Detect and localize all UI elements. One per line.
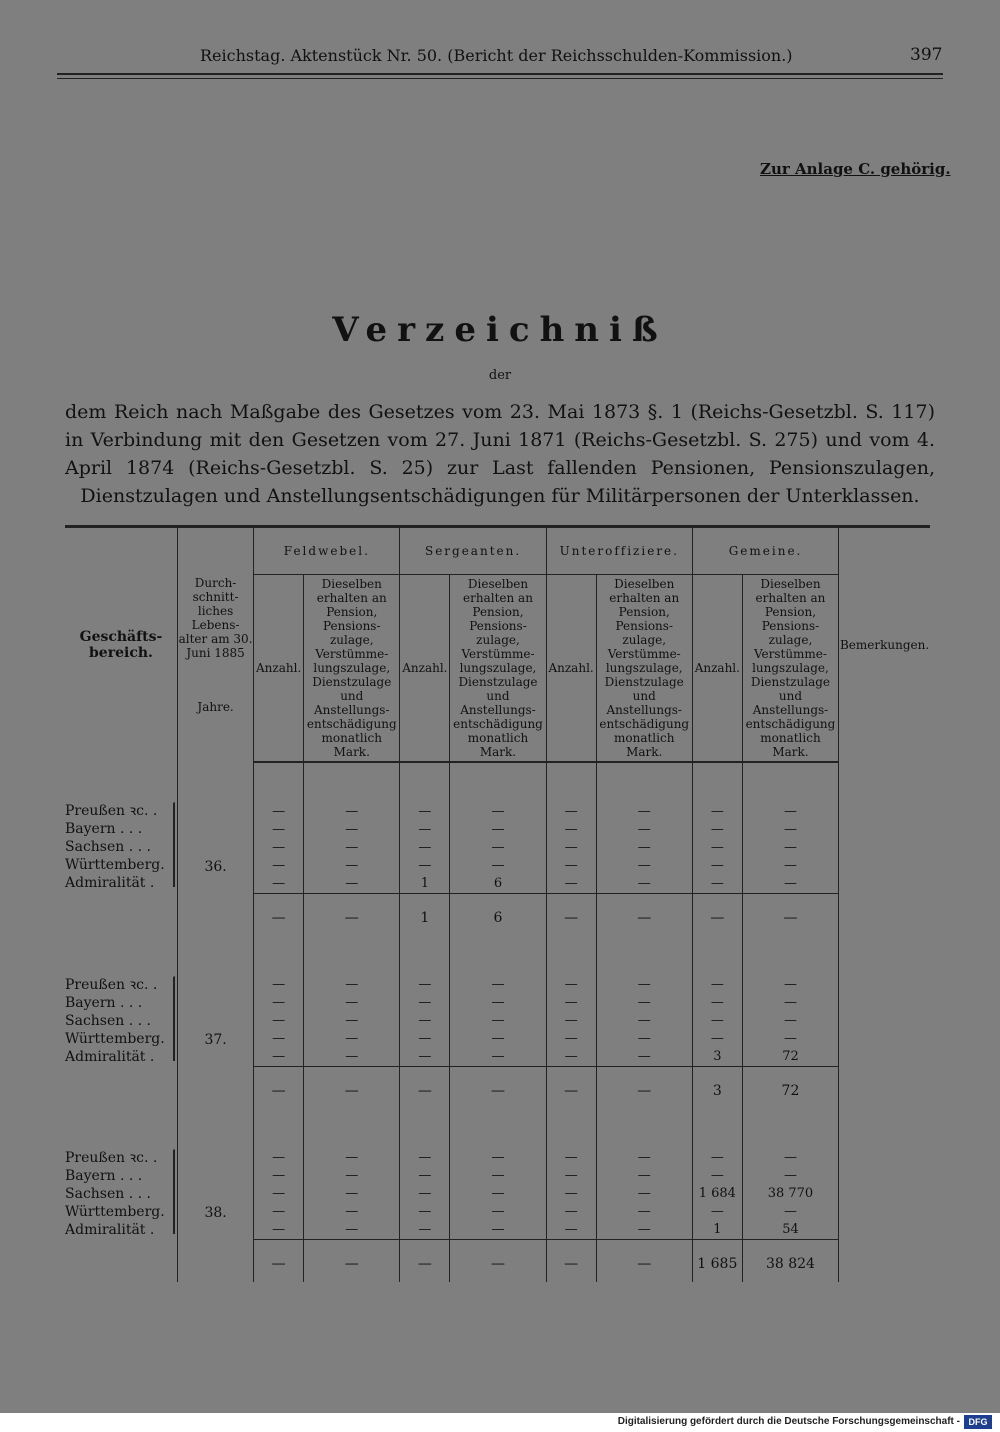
remarks-cell bbox=[839, 936, 930, 1067]
value-cell bbox=[304, 1109, 400, 1240]
cell-value: — bbox=[710, 858, 724, 873]
header-rule bbox=[57, 73, 943, 75]
cell-value: — bbox=[418, 840, 432, 855]
cell-value: — bbox=[637, 840, 651, 855]
cell-value: 54 bbox=[782, 1222, 799, 1237]
value-cell bbox=[254, 762, 304, 894]
header-group-feldwebel: Feldwebel. bbox=[254, 527, 400, 575]
cell-value: — bbox=[418, 995, 432, 1010]
cell-value: — bbox=[564, 1150, 578, 1165]
cell-value: — bbox=[783, 995, 797, 1010]
value-cell bbox=[546, 1109, 596, 1240]
cell-value: — bbox=[637, 1049, 651, 1064]
state-name: Preußen ꝛc. . bbox=[65, 977, 158, 993]
cell-value: — bbox=[345, 840, 359, 855]
sum-value: — bbox=[596, 894, 692, 937]
sum-value: — bbox=[254, 1240, 304, 1283]
cell-value: — bbox=[710, 995, 724, 1010]
sum-remarks bbox=[839, 894, 930, 937]
cell-value: — bbox=[710, 804, 724, 819]
state-name: Preußen ꝛc. . bbox=[65, 803, 158, 819]
cell-value: — bbox=[637, 804, 651, 819]
header-count: Anzahl. bbox=[692, 575, 742, 763]
cell-value: — bbox=[272, 858, 286, 873]
cell-value: — bbox=[345, 858, 359, 873]
header-group-sergeanten: Sergeanten. bbox=[400, 527, 546, 575]
cell-value: — bbox=[637, 1168, 651, 1183]
header-age bbox=[177, 527, 253, 763]
cell-value: — bbox=[564, 1013, 578, 1028]
intro-paragraph: dem Reich nach Maßgabe des Gesetzes vom 23. Mai 1873 §. 1 (Reichs-Gesetzbl. S. 117) in Verbindung mit den Gesetzen vom 27. Juni 1871 (Reichs-Gesetzbl. S. 275) und vom 4. April 1874 (Reichs-Gesetzbl. S. 25) zur Last fallenden Pensionen, Pensionszulagen, Dienstzulagen und Anstellungsentschädigungen für Militärpersonen der Unterklassen. bbox=[65, 401, 935, 507]
cell-value: — bbox=[710, 1168, 724, 1183]
header-desc-text: Dieselben erhalten an Pension, Pensions-zulage, Verstümme-lungszulage, Dienstzulage und Anstellungs-entschädigung monatlich bbox=[745, 577, 836, 745]
value-cell bbox=[692, 936, 742, 1067]
value-cell bbox=[546, 762, 596, 894]
dfg-logo: DFG bbox=[964, 1415, 992, 1429]
cell-value: — bbox=[345, 1186, 359, 1201]
header-count: Anzahl. bbox=[254, 575, 304, 763]
cell-value: — bbox=[637, 1013, 651, 1028]
value-cell bbox=[450, 1109, 546, 1240]
state-name: Württemberg. bbox=[65, 1031, 165, 1047]
cell-value: — bbox=[783, 977, 797, 992]
age-value: 37. bbox=[204, 1032, 227, 1049]
cell-value: — bbox=[564, 1168, 578, 1183]
cell-value: — bbox=[418, 858, 432, 873]
cell-value: — bbox=[345, 1222, 359, 1237]
value-cell bbox=[254, 1109, 304, 1240]
sum-value: — bbox=[596, 1240, 692, 1283]
cell-value: — bbox=[345, 995, 359, 1010]
value-cell bbox=[450, 936, 546, 1067]
cell-value: — bbox=[272, 1013, 286, 1028]
cell-value: — bbox=[710, 876, 724, 891]
cell-value: — bbox=[345, 822, 359, 837]
cell-value: — bbox=[491, 1168, 505, 1183]
cell-value: — bbox=[783, 804, 797, 819]
cell-value: — bbox=[637, 995, 651, 1010]
cell-value: — bbox=[491, 1031, 505, 1046]
remarks-cell bbox=[839, 1109, 930, 1240]
sum-empty bbox=[177, 894, 253, 937]
value-cell bbox=[742, 1109, 838, 1240]
value-cell bbox=[400, 936, 450, 1067]
cell-value: 1 bbox=[713, 1222, 722, 1237]
header-remarks: Bemerkungen. bbox=[839, 527, 930, 763]
cell-value: — bbox=[418, 1031, 432, 1046]
sum-value: — bbox=[400, 1067, 450, 1110]
sum-value: — bbox=[546, 894, 596, 937]
sum-value: — bbox=[304, 1067, 400, 1110]
cell-value: — bbox=[418, 804, 432, 819]
cell-value: — bbox=[345, 876, 359, 891]
annex-note: Zur Anlage C. gehörig. bbox=[760, 160, 951, 178]
cell-value: — bbox=[783, 840, 797, 855]
header-desc-unit: Mark. bbox=[333, 745, 370, 759]
cell-value: — bbox=[418, 822, 432, 837]
sum-value: — bbox=[304, 1240, 400, 1283]
sum-empty bbox=[65, 1067, 177, 1110]
header-count: Anzahl. bbox=[546, 575, 596, 763]
sum-row bbox=[65, 1240, 930, 1283]
cell-value: — bbox=[272, 1049, 286, 1064]
cell-value: — bbox=[345, 977, 359, 992]
state-name: Württemberg. bbox=[65, 857, 165, 873]
cell-value: — bbox=[783, 1150, 797, 1165]
cell-value: — bbox=[637, 977, 651, 992]
cell-value: — bbox=[637, 1186, 651, 1201]
cell-value: — bbox=[783, 822, 797, 837]
cell-value: — bbox=[491, 822, 505, 837]
header-desc-unit: Mark. bbox=[479, 745, 517, 759]
value-cell bbox=[546, 936, 596, 1067]
cell-value: — bbox=[418, 977, 432, 992]
value-cell bbox=[742, 762, 838, 894]
cell-value: — bbox=[564, 876, 578, 891]
cell-value: — bbox=[710, 1013, 724, 1028]
cell-value: — bbox=[272, 1204, 286, 1219]
cell-value: — bbox=[564, 995, 578, 1010]
value-cell bbox=[400, 762, 450, 894]
sum-value: 72 bbox=[742, 1067, 838, 1110]
header-age-label: Durch-schnitt-liches Lebens-alter am 30. Juni 1885 bbox=[178, 576, 253, 660]
sum-value: 3 bbox=[692, 1067, 742, 1110]
cell-value: — bbox=[564, 1049, 578, 1064]
sum-empty bbox=[65, 1240, 177, 1283]
cell-value: — bbox=[637, 876, 651, 891]
cell-value: — bbox=[491, 995, 505, 1010]
cell-value: — bbox=[491, 1204, 505, 1219]
header-desc-unit: Mark. bbox=[772, 745, 809, 759]
cell-value: — bbox=[345, 1031, 359, 1046]
sum-empty bbox=[65, 894, 177, 937]
value-cell bbox=[304, 762, 400, 894]
sum-value: — bbox=[546, 1067, 596, 1110]
cell-value: 72 bbox=[782, 1049, 799, 1064]
header-desc bbox=[596, 575, 692, 763]
cell-value: — bbox=[564, 1186, 578, 1201]
page-number: 397 bbox=[910, 45, 943, 65]
value-cell bbox=[596, 936, 692, 1067]
value-cell bbox=[400, 1109, 450, 1240]
cell-value: — bbox=[272, 977, 286, 992]
state-name: Bayern . . . bbox=[65, 995, 143, 1011]
cell-value: — bbox=[418, 1204, 432, 1219]
cell-value: — bbox=[272, 1186, 286, 1201]
cell-value: — bbox=[783, 876, 797, 891]
cell-value: — bbox=[418, 1168, 432, 1183]
cell-value: — bbox=[564, 858, 578, 873]
cell-value: — bbox=[491, 1049, 505, 1064]
value-cell bbox=[692, 1109, 742, 1240]
cell-value: — bbox=[272, 876, 286, 891]
cell-value: — bbox=[345, 1049, 359, 1064]
bracket bbox=[167, 1149, 175, 1234]
cell-value: — bbox=[783, 1013, 797, 1028]
cell-value: — bbox=[491, 977, 505, 992]
cell-value: — bbox=[637, 1031, 651, 1046]
state-name: Preußen ꝛc. . bbox=[65, 1150, 158, 1166]
pension-table bbox=[65, 525, 930, 1282]
cell-value: — bbox=[272, 995, 286, 1010]
cell-value: — bbox=[491, 1013, 505, 1028]
value-cell bbox=[742, 936, 838, 1067]
state-name: Württemberg. bbox=[65, 1204, 165, 1220]
value-cell bbox=[304, 936, 400, 1067]
cell-value: — bbox=[637, 1204, 651, 1219]
cell-value: — bbox=[710, 977, 724, 992]
value-cell bbox=[596, 762, 692, 894]
sum-value: 1 bbox=[400, 894, 450, 937]
state-name: Admiralität . bbox=[65, 1222, 155, 1238]
value-cell bbox=[254, 936, 304, 1067]
cell-value: — bbox=[783, 1168, 797, 1183]
cell-value: — bbox=[272, 1222, 286, 1237]
state-name: Sachsen . . . bbox=[65, 1186, 151, 1202]
cell-value: — bbox=[637, 858, 651, 873]
cell-value: — bbox=[637, 1222, 651, 1237]
cell-value: — bbox=[491, 804, 505, 819]
sum-value: — bbox=[596, 1067, 692, 1110]
document-title: Verzeichniß bbox=[332, 310, 668, 350]
sum-value: — bbox=[450, 1067, 546, 1110]
sum-value: — bbox=[692, 894, 742, 937]
state-name: Bayern . . . bbox=[65, 821, 143, 837]
sum-value: — bbox=[742, 894, 838, 937]
table-body bbox=[65, 762, 930, 1282]
sum-value: — bbox=[254, 1067, 304, 1110]
age-cell bbox=[177, 936, 253, 1067]
cell-value: — bbox=[564, 1031, 578, 1046]
sum-row bbox=[65, 1067, 930, 1110]
title-connector: der bbox=[488, 368, 512, 383]
age-value: 38. bbox=[204, 1205, 227, 1222]
footer bbox=[0, 1413, 1000, 1432]
cell-value: 1 684 bbox=[698, 1186, 736, 1201]
cell-value: — bbox=[710, 1150, 724, 1165]
table-row-group bbox=[65, 1109, 930, 1240]
header-desc-unit: Mark. bbox=[626, 745, 663, 759]
header-desc bbox=[304, 575, 400, 763]
states-cell bbox=[65, 762, 177, 894]
cell-value: — bbox=[418, 1049, 432, 1064]
header-count: Anzahl. bbox=[400, 575, 450, 763]
header-desc-text: Dieselben erhalten an Pension, Pensions-zulage, Verstümme-lungszulage, Dienstzulage und Anstellungs-entschädigung monatlich bbox=[306, 577, 397, 745]
cell-value: — bbox=[783, 1031, 797, 1046]
cell-value: — bbox=[710, 840, 724, 855]
sum-value: — bbox=[400, 1240, 450, 1283]
cell-value: 38 770 bbox=[767, 1186, 814, 1201]
cell-value: — bbox=[564, 804, 578, 819]
sum-value: 1 685 bbox=[692, 1240, 742, 1283]
age-cell bbox=[177, 1109, 253, 1240]
state-name: Sachsen . . . bbox=[65, 1013, 151, 1029]
running-title: Reichstag. Aktenstück Nr. 50. (Bericht der Reichsschulden-Kommission.) bbox=[200, 46, 793, 65]
state-name: Sachsen . . . bbox=[65, 839, 151, 855]
header-desc-text: Dieselben erhalten an Pension, Pensions-zulage, Verstümme-lungszulage, Dienstzulage und Anstellungs-entschädigung monatlich bbox=[453, 577, 543, 745]
header-age-unit: Jahre. bbox=[197, 700, 234, 714]
sum-value: — bbox=[450, 1240, 546, 1283]
cell-value: — bbox=[418, 1150, 432, 1165]
sum-value: 6 bbox=[450, 894, 546, 937]
sum-remarks bbox=[839, 1240, 930, 1283]
remarks-cell bbox=[839, 762, 930, 894]
sum-row bbox=[65, 894, 930, 937]
cell-value: — bbox=[491, 1150, 505, 1165]
cell-value: — bbox=[564, 1204, 578, 1219]
cell-value: — bbox=[491, 1222, 505, 1237]
cell-value: — bbox=[564, 1222, 578, 1237]
cell-value: 6 bbox=[493, 876, 503, 891]
sum-empty bbox=[177, 1067, 253, 1110]
cell-value: — bbox=[272, 822, 286, 837]
cell-value: — bbox=[710, 1204, 724, 1219]
table-row-group bbox=[65, 762, 930, 894]
sum-value: 38 824 bbox=[742, 1240, 838, 1283]
cell-value: — bbox=[272, 804, 286, 819]
header-group-unteroffiziere: Unteroffiziere. bbox=[546, 527, 692, 575]
header-area: Geschäfts-bereich. bbox=[65, 527, 177, 763]
sum-value: — bbox=[304, 894, 400, 937]
table-row-group bbox=[65, 936, 930, 1067]
footer-credit: Digitalisierung gefördert durch die Deutsche Forschungsgemeinschaft - bbox=[617, 1416, 960, 1427]
header-desc-text: Dieselben erhalten an Pension, Pensions-zulage, Verstümme-lungszulage, Dienstzulage und Anstellungs-entschädigung monatlich bbox=[599, 577, 690, 745]
bracket bbox=[167, 802, 175, 887]
header-rule-thin bbox=[57, 78, 943, 79]
age-value: 36. bbox=[204, 858, 227, 875]
cell-value: — bbox=[491, 858, 505, 873]
bracket bbox=[167, 976, 175, 1061]
cell-value: 1 bbox=[420, 876, 430, 891]
cell-value: — bbox=[418, 1013, 432, 1028]
cell-value: — bbox=[637, 822, 651, 837]
cell-value: — bbox=[783, 858, 797, 873]
cell-value: — bbox=[564, 840, 578, 855]
cell-value: — bbox=[783, 1204, 797, 1219]
cell-value: — bbox=[272, 1150, 286, 1165]
states-cell bbox=[65, 1109, 177, 1240]
state-name: Bayern . . . bbox=[65, 1168, 143, 1184]
cell-value: — bbox=[564, 977, 578, 992]
value-cell bbox=[596, 1109, 692, 1240]
state-name: Admiralität . bbox=[65, 875, 155, 891]
cell-value: — bbox=[491, 1186, 505, 1201]
sum-value: — bbox=[254, 894, 304, 937]
cell-value: — bbox=[710, 822, 724, 837]
cell-value: — bbox=[710, 1031, 724, 1046]
header-desc bbox=[742, 575, 838, 763]
cell-value: — bbox=[272, 840, 286, 855]
cell-value: — bbox=[345, 1013, 359, 1028]
cell-value: — bbox=[345, 804, 359, 819]
sum-empty bbox=[177, 1240, 253, 1283]
header-desc bbox=[450, 575, 546, 763]
cell-value: — bbox=[345, 1150, 359, 1165]
cell-value: — bbox=[418, 1186, 432, 1201]
value-cell bbox=[450, 762, 546, 894]
value-cell bbox=[692, 762, 742, 894]
state-name: Admiralität . bbox=[65, 1049, 155, 1065]
cell-value: — bbox=[272, 1168, 286, 1183]
sum-remarks bbox=[839, 1067, 930, 1110]
cell-value: — bbox=[491, 840, 505, 855]
sum-value: — bbox=[546, 1240, 596, 1283]
cell-value: — bbox=[418, 1222, 432, 1237]
states-cell bbox=[65, 936, 177, 1067]
header-group-gemeine: Gemeine. bbox=[692, 527, 838, 575]
cell-value: — bbox=[272, 1031, 286, 1046]
cell-value: — bbox=[637, 1150, 651, 1165]
cell-value: 3 bbox=[713, 1049, 722, 1064]
age-cell bbox=[177, 762, 253, 894]
cell-value: — bbox=[345, 1168, 359, 1183]
cell-value: — bbox=[564, 822, 578, 837]
cell-value: — bbox=[345, 1204, 359, 1219]
